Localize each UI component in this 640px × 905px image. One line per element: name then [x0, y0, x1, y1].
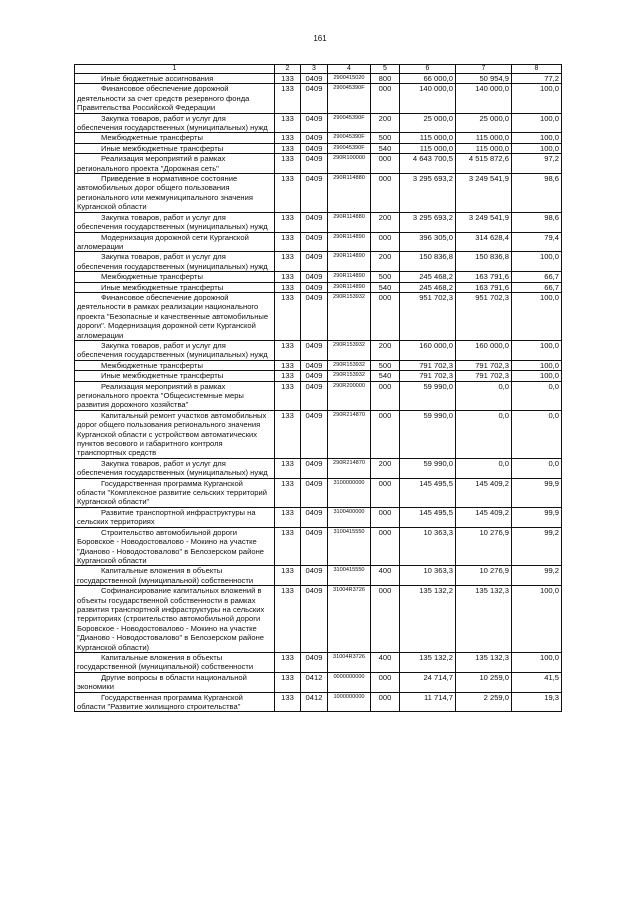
expense-type-cell: 200 [371, 113, 400, 133]
percent-cell: 97,2 [512, 154, 562, 174]
column-header: 5 [371, 65, 400, 74]
table-row [75, 652, 562, 672]
planned-amount-cell: 11 714,7 [400, 692, 456, 712]
target-code-cell: 290045390F [328, 113, 371, 133]
planned-amount-cell: 791 702,3 [400, 371, 456, 381]
budget-table [74, 64, 562, 712]
executed-amount-cell: 3 249 541,9 [456, 212, 512, 232]
planned-amount-cell: 66 000,0 [400, 74, 456, 84]
subsection-code-cell: 0409 [301, 143, 328, 153]
expense-type-cell: 800 [371, 74, 400, 84]
table-row [75, 458, 562, 478]
expense-type-cell: 000 [371, 527, 400, 566]
row-name-cell: Иные межбюджетные трансферты [75, 371, 275, 381]
executed-amount-cell: 140 000,0 [456, 84, 512, 113]
executed-amount-cell: 50 954,9 [456, 74, 512, 84]
executed-amount-cell: 163 791,6 [456, 272, 512, 282]
table-row [75, 113, 562, 133]
planned-amount-cell: 135 132,2 [400, 586, 456, 653]
row-name-cell: Реализация мероприятий в рамках регионального проекта "Дорожная сеть" [75, 154, 275, 174]
table-row [75, 84, 562, 113]
table-row [75, 527, 562, 566]
expense-type-cell: 000 [371, 507, 400, 527]
percent-cell: 100,0 [512, 143, 562, 153]
row-name-cell: Приведение в нормативное состояние автомобильных дорог общего пользования регионального или межмуниципального значения Курганской области [75, 174, 275, 213]
planned-amount-cell: 145 495,5 [400, 507, 456, 527]
percent-cell: 99,9 [512, 507, 562, 527]
subsection-code-cell: 0409 [301, 340, 328, 360]
table-row [75, 252, 562, 272]
subsection-code-cell: 0409 [301, 292, 328, 340]
row-name-cell: Государственная программа Курганской области "Комплексное развитие сельских территорий Курганской области" [75, 478, 275, 507]
table-row [75, 507, 562, 527]
row-name-cell: Строительство автомобильной дороги Боровское - Новодостовалово - Мокино на участке "Дианово - Новодостовалово" в Белозерском районе Курганской области [75, 527, 275, 566]
expense-type-cell: 000 [371, 174, 400, 213]
table-row [75, 360, 562, 370]
row-name-cell: Государственная программа Курганской области "Развитие жилищного строительства" [75, 692, 275, 712]
table-row [75, 292, 562, 340]
expense-type-cell: 000 [371, 292, 400, 340]
percent-cell: 100,0 [512, 252, 562, 272]
percent-cell: 77,2 [512, 74, 562, 84]
subsection-code-cell: 0409 [301, 174, 328, 213]
row-name-cell: Софинансирование капитальных вложений в объекты государственной собственности в рамках развития транспортной инфраструктуры на сельских территориях (строительство автомобильной дороги Боровское - Новодостовалово - Мокино на участке "Дианово - Новодостовалово" в Белозерском районе Курганской области) [75, 586, 275, 653]
row-name-cell: Закупка товаров, работ и услуг для обеспечения государственных (муниципальных) нужд [75, 340, 275, 360]
row-name-cell: Межбюджетные трансферты [75, 272, 275, 282]
section-code-cell: 133 [275, 252, 301, 272]
expense-type-cell: 200 [371, 458, 400, 478]
percent-cell: 100,0 [512, 371, 562, 381]
planned-amount-cell: 150 836,8 [400, 252, 456, 272]
target-code-cell: 3100415550 [328, 527, 371, 566]
subsection-code-cell: 0412 [301, 692, 328, 712]
expense-type-cell: 200 [371, 252, 400, 272]
row-name-cell: Межбюджетные трансферты [75, 133, 275, 143]
section-code-cell: 133 [275, 143, 301, 153]
expense-type-cell: 400 [371, 566, 400, 586]
expense-type-cell: 000 [371, 478, 400, 507]
percent-cell: 0,0 [512, 410, 562, 458]
subsection-code-cell: 0409 [301, 507, 328, 527]
subsection-code-cell: 0409 [301, 74, 328, 84]
percent-cell: 0,0 [512, 381, 562, 410]
percent-cell: 19,3 [512, 692, 562, 712]
column-header: 4 [328, 65, 371, 74]
section-code-cell: 133 [275, 566, 301, 586]
expense-type-cell: 500 [371, 360, 400, 370]
planned-amount-cell: 115 000,0 [400, 133, 456, 143]
planned-amount-cell: 59 990,0 [400, 381, 456, 410]
subsection-code-cell: 0409 [301, 566, 328, 586]
table-row [75, 272, 562, 282]
table-row [75, 133, 562, 143]
column-header: 7 [456, 65, 512, 74]
table-body [75, 74, 562, 712]
planned-amount-cell: 4 643 700,5 [400, 154, 456, 174]
expense-type-cell: 000 [371, 381, 400, 410]
section-code-cell: 133 [275, 340, 301, 360]
planned-amount-cell: 10 363,3 [400, 566, 456, 586]
section-code-cell: 133 [275, 272, 301, 282]
target-code-cell: 2900415020 [328, 74, 371, 84]
target-code-cell: 290R153932 [328, 292, 371, 340]
table-row [75, 212, 562, 232]
subsection-code-cell: 0409 [301, 154, 328, 174]
row-name-cell: Закупка товаров, работ и услуг для обеспечения государственных (муниципальных) нужд [75, 113, 275, 133]
subsection-code-cell: 0409 [301, 212, 328, 232]
section-code-cell: 133 [275, 458, 301, 478]
target-code-cell: 3100000000 [328, 478, 371, 507]
section-code-cell: 133 [275, 527, 301, 566]
table-row [75, 154, 562, 174]
percent-cell: 100,0 [512, 292, 562, 340]
section-code-cell: 133 [275, 652, 301, 672]
subsection-code-cell: 0409 [301, 272, 328, 282]
target-code-cell: 290R114880 [328, 174, 371, 213]
subsection-code-cell: 0409 [301, 652, 328, 672]
section-code-cell: 133 [275, 84, 301, 113]
subsection-code-cell: 0409 [301, 113, 328, 133]
section-code-cell: 133 [275, 410, 301, 458]
percent-cell: 100,0 [512, 84, 562, 113]
expense-type-cell: 000 [371, 692, 400, 712]
planned-amount-cell: 115 000,0 [400, 143, 456, 153]
expense-type-cell: 000 [371, 410, 400, 458]
section-code-cell: 133 [275, 672, 301, 692]
row-name-cell: Иные межбюджетные трансферты [75, 143, 275, 153]
planned-amount-cell: 59 990,0 [400, 410, 456, 458]
planned-amount-cell: 140 000,0 [400, 84, 456, 113]
subsection-code-cell: 0412 [301, 672, 328, 692]
target-code-cell: 31004R3726 [328, 652, 371, 672]
expense-type-cell: 400 [371, 652, 400, 672]
row-name-cell: Иные бюджетные ассигнования [75, 74, 275, 84]
target-code-cell: 31004R3726 [328, 586, 371, 653]
row-name-cell: Капитальный ремонт участков автомобильных дорог общего пользования регионального значения Курганской области с устройством автоматических пунктов весового и габаритного контроля транспортных средств [75, 410, 275, 458]
subsection-code-cell: 0409 [301, 252, 328, 272]
section-code-cell: 133 [275, 292, 301, 340]
expense-type-cell: 200 [371, 212, 400, 232]
expense-type-cell: 500 [371, 133, 400, 143]
executed-amount-cell: 135 132,3 [456, 652, 512, 672]
header-row [75, 65, 562, 74]
percent-cell: 79,4 [512, 232, 562, 252]
column-header: 6 [400, 65, 456, 74]
percent-cell: 99,2 [512, 527, 562, 566]
planned-amount-cell: 245 468,2 [400, 272, 456, 282]
percent-cell: 100,0 [512, 652, 562, 672]
row-name-cell: Закупка товаров, работ и услуг для обеспечения государственных (муниципальных) нужд [75, 212, 275, 232]
table-row [75, 174, 562, 213]
expense-type-cell: 000 [371, 672, 400, 692]
executed-amount-cell: 0,0 [456, 458, 512, 478]
subsection-code-cell: 0409 [301, 282, 328, 292]
section-code-cell: 133 [275, 133, 301, 143]
table-row [75, 371, 562, 381]
executed-amount-cell: 145 409,2 [456, 478, 512, 507]
planned-amount-cell: 3 295 693,2 [400, 174, 456, 213]
executed-amount-cell: 145 409,2 [456, 507, 512, 527]
percent-cell: 66,7 [512, 272, 562, 282]
planned-amount-cell: 145 495,5 [400, 478, 456, 507]
percent-cell: 98,6 [512, 212, 562, 232]
row-name-cell: Реализация мероприятий в рамках регионального проекта "Общесистемные меры развития дорожного хозяйства" [75, 381, 275, 410]
executed-amount-cell: 10 276,9 [456, 527, 512, 566]
table-row [75, 381, 562, 410]
row-name-cell: Межбюджетные трансферты [75, 360, 275, 370]
target-code-cell: 290R114890 [328, 232, 371, 252]
executed-amount-cell: 115 000,0 [456, 143, 512, 153]
row-name-cell: Капитальные вложения в объекты государственной (муниципальной) собственности [75, 566, 275, 586]
target-code-cell: 0000000000 [328, 672, 371, 692]
section-code-cell: 133 [275, 478, 301, 507]
percent-cell: 100,0 [512, 360, 562, 370]
table-row [75, 74, 562, 84]
executed-amount-cell: 314 628,4 [456, 232, 512, 252]
section-code-cell: 133 [275, 154, 301, 174]
section-code-cell: 133 [275, 174, 301, 213]
subsection-code-cell: 0409 [301, 84, 328, 113]
section-code-cell: 133 [275, 507, 301, 527]
section-code-cell: 133 [275, 113, 301, 133]
executed-amount-cell: 115 000,0 [456, 133, 512, 143]
section-code-cell: 133 [275, 586, 301, 653]
planned-amount-cell: 24 714,7 [400, 672, 456, 692]
planned-amount-cell: 160 000,0 [400, 340, 456, 360]
expense-type-cell: 540 [371, 143, 400, 153]
table-row [75, 478, 562, 507]
row-name-cell: Модернизация дорожной сети Курганской агломерации [75, 232, 275, 252]
table-row [75, 672, 562, 692]
executed-amount-cell: 10 259,0 [456, 672, 512, 692]
column-header: 8 [512, 65, 562, 74]
subsection-code-cell: 0409 [301, 232, 328, 252]
row-name-cell: Иные межбюджетные трансферты [75, 282, 275, 292]
subsection-code-cell: 0409 [301, 133, 328, 143]
executed-amount-cell: 2 259,0 [456, 692, 512, 712]
target-code-cell: 290R114880 [328, 212, 371, 232]
section-code-cell: 133 [275, 282, 301, 292]
executed-amount-cell: 10 276,9 [456, 566, 512, 586]
column-header: 3 [301, 65, 328, 74]
target-code-cell: 1000000000 [328, 692, 371, 712]
target-code-cell: 290045390F [328, 84, 371, 113]
table-row [75, 340, 562, 360]
percent-cell: 100,0 [512, 586, 562, 653]
table-row [75, 232, 562, 252]
planned-amount-cell: 245 468,2 [400, 282, 456, 292]
planned-amount-cell: 791 702,3 [400, 360, 456, 370]
executed-amount-cell: 0,0 [456, 410, 512, 458]
subsection-code-cell: 0409 [301, 478, 328, 507]
percent-cell: 0,0 [512, 458, 562, 478]
section-code-cell: 133 [275, 74, 301, 84]
percent-cell: 66,7 [512, 282, 562, 292]
percent-cell: 98,6 [512, 174, 562, 213]
expense-type-cell: 000 [371, 232, 400, 252]
expense-type-cell: 000 [371, 586, 400, 653]
planned-amount-cell: 135 132,2 [400, 652, 456, 672]
target-code-cell: 3100400000 [328, 507, 371, 527]
executed-amount-cell: 4 515 872,6 [456, 154, 512, 174]
target-code-cell: 290R114890 [328, 272, 371, 282]
executed-amount-cell: 0,0 [456, 381, 512, 410]
expense-type-cell: 000 [371, 84, 400, 113]
target-code-cell: 290R100000 [328, 154, 371, 174]
percent-cell: 100,0 [512, 133, 562, 143]
section-code-cell: 133 [275, 692, 301, 712]
percent-cell: 41,5 [512, 672, 562, 692]
executed-amount-cell: 3 249 541,9 [456, 174, 512, 213]
section-code-cell: 133 [275, 232, 301, 252]
row-name-cell: Развитие транспортной инфраструктуры на сельских территориях [75, 507, 275, 527]
subsection-code-cell: 0409 [301, 410, 328, 458]
target-code-cell: 290R214870 [328, 410, 371, 458]
executed-amount-cell: 163 791,6 [456, 282, 512, 292]
subsection-code-cell: 0409 [301, 360, 328, 370]
planned-amount-cell: 3 295 693,2 [400, 212, 456, 232]
expense-type-cell: 200 [371, 340, 400, 360]
page-number: 161 [313, 34, 327, 43]
percent-cell: 99,9 [512, 478, 562, 507]
section-code-cell: 133 [275, 212, 301, 232]
section-code-cell: 133 [275, 371, 301, 381]
expense-type-cell: 000 [371, 154, 400, 174]
target-code-cell: 290R153932 [328, 360, 371, 370]
subsection-code-cell: 0409 [301, 381, 328, 410]
section-code-cell: 133 [275, 360, 301, 370]
planned-amount-cell: 10 363,3 [400, 527, 456, 566]
target-code-cell: 290R214870 [328, 458, 371, 478]
executed-amount-cell: 25 000,0 [456, 113, 512, 133]
target-code-cell: 290045390F [328, 133, 371, 143]
planned-amount-cell: 396 305,0 [400, 232, 456, 252]
expense-type-cell: 500 [371, 272, 400, 282]
table-row [75, 282, 562, 292]
target-code-cell: 290R114890 [328, 282, 371, 292]
table-row [75, 566, 562, 586]
percent-cell: 99,2 [512, 566, 562, 586]
table-row [75, 410, 562, 458]
executed-amount-cell: 791 702,3 [456, 360, 512, 370]
target-code-cell: 290045390F [328, 143, 371, 153]
row-name-cell: Закупка товаров, работ и услуг для обеспечения государственных (муниципальных) нужд [75, 252, 275, 272]
planned-amount-cell: 59 990,0 [400, 458, 456, 478]
executed-amount-cell: 951 702,3 [456, 292, 512, 340]
subsection-code-cell: 0409 [301, 586, 328, 653]
executed-amount-cell: 160 000,0 [456, 340, 512, 360]
column-header: 2 [275, 65, 301, 74]
percent-cell: 100,0 [512, 113, 562, 133]
percent-cell: 100,0 [512, 340, 562, 360]
row-name-cell: Капитальные вложения в объекты государственной (муниципальной) собственности [75, 652, 275, 672]
target-code-cell: 290R153932 [328, 340, 371, 360]
subsection-code-cell: 0409 [301, 371, 328, 381]
row-name-cell: Финансовое обеспечение дорожной деятельности за счет средств резервного фонда Правительства Российской Федерации [75, 84, 275, 113]
target-code-cell: 290R114890 [328, 252, 371, 272]
executed-amount-cell: 135 132,3 [456, 586, 512, 653]
target-code-cell: 3100415550 [328, 566, 371, 586]
row-name-cell: Финансовое обеспечение дорожной деятельности в рамках реализации национального проекта "Безопасные и качественные автомобильные дороги". Модернизация дорожной сети Курганской агломерации [75, 292, 275, 340]
subsection-code-cell: 0409 [301, 458, 328, 478]
planned-amount-cell: 25 000,0 [400, 113, 456, 133]
row-name-cell: Закупка товаров, работ и услуг для обеспечения государственных (муниципальных) нужд [75, 458, 275, 478]
table-row [75, 143, 562, 153]
section-code-cell: 133 [275, 381, 301, 410]
target-code-cell: 290R153932 [328, 371, 371, 381]
executed-amount-cell: 150 836,8 [456, 252, 512, 272]
expense-type-cell: 540 [371, 282, 400, 292]
executed-amount-cell: 791 702,3 [456, 371, 512, 381]
row-name-cell: Другие вопросы в области национальной экономики [75, 672, 275, 692]
target-code-cell: 290R200000 [328, 381, 371, 410]
column-header: 1 [75, 65, 275, 74]
table-row [75, 692, 562, 712]
expense-type-cell: 540 [371, 371, 400, 381]
subsection-code-cell: 0409 [301, 527, 328, 566]
table-row [75, 586, 562, 653]
planned-amount-cell: 951 702,3 [400, 292, 456, 340]
